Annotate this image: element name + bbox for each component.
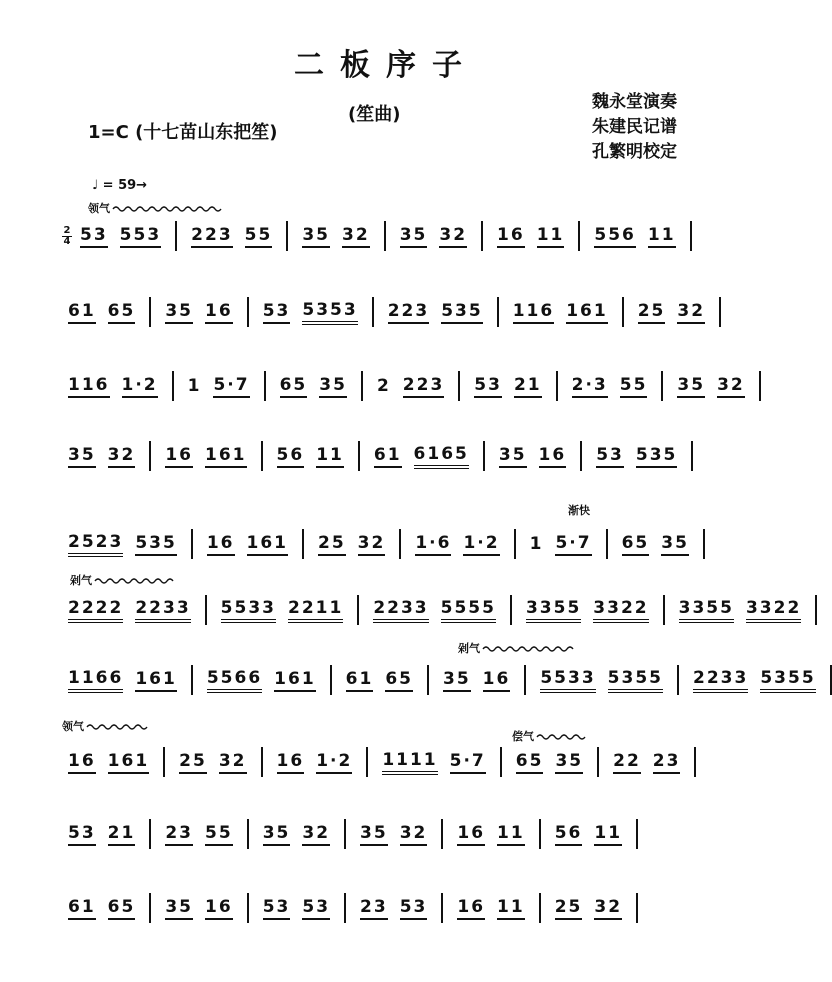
note-group: 35: [443, 669, 471, 692]
barline: [580, 441, 582, 471]
barline: [149, 297, 151, 327]
note-group: 35: [499, 445, 527, 468]
note-group: 32: [219, 751, 247, 774]
note-group: 55: [245, 225, 273, 248]
measure: [182, 375, 256, 398]
note-group: 11: [497, 897, 525, 920]
measure: [62, 897, 141, 920]
measure: [62, 751, 155, 774]
measure: [159, 823, 238, 846]
note-group: 32: [400, 823, 428, 846]
barline: [441, 893, 443, 923]
barline: [677, 665, 679, 695]
note-group: 53: [400, 897, 428, 920]
measure: [507, 301, 614, 324]
note-group: 161: [135, 669, 177, 692]
measure: [524, 533, 598, 556]
measure: [491, 225, 570, 248]
note-group: 23: [360, 897, 388, 920]
measure: [62, 532, 183, 557]
annotation-text: 领气: [62, 720, 84, 733]
measure: [74, 225, 167, 248]
measure: [376, 750, 491, 775]
barline: [286, 221, 288, 251]
score-row: [62, 436, 712, 476]
barline: [539, 819, 541, 849]
score-row: [62, 590, 802, 630]
barline: [372, 297, 374, 327]
credit-editor: 孔繁明校定: [592, 142, 677, 162]
note-group: 53: [80, 225, 108, 248]
note-group: 53: [596, 445, 624, 468]
measure: [312, 533, 391, 556]
score-row: [62, 216, 712, 256]
note-group: 1111: [382, 750, 437, 775]
note-group: 535: [636, 445, 678, 468]
barline: [191, 529, 193, 559]
barline: [366, 747, 368, 777]
note-group: 16: [457, 897, 485, 920]
barline: [191, 665, 193, 695]
measure: [159, 445, 252, 468]
note-group: 5533: [221, 598, 276, 623]
barline: [399, 529, 401, 559]
note-group: 161: [274, 669, 316, 692]
barline: [481, 221, 483, 251]
key-signature: 1=C (十七苗山东把笙): [88, 122, 278, 143]
measure: [451, 897, 530, 920]
note-group: 2233: [373, 598, 428, 623]
note-group: 11: [537, 225, 565, 248]
note-group: 35: [302, 225, 330, 248]
note-group: 223: [191, 225, 233, 248]
note-group: 5533: [540, 668, 595, 693]
barline: [578, 221, 580, 251]
measure: [371, 375, 450, 398]
note-group: 32: [717, 375, 745, 398]
note-group: 22: [613, 751, 641, 774]
measure: [409, 533, 505, 556]
note-group: 161: [566, 301, 608, 324]
note-group: 53: [68, 823, 96, 846]
note-group: 116: [513, 301, 555, 324]
barline: [510, 595, 512, 625]
measure: [451, 823, 530, 846]
page-title: 二板序子: [294, 48, 478, 83]
note-group: 16: [205, 301, 233, 324]
note-group: 16: [205, 897, 233, 920]
note-group: 55: [205, 823, 233, 846]
measure: [62, 668, 183, 693]
note-group: 35: [661, 533, 689, 556]
annotation-breath-2: [70, 572, 170, 588]
barline: [690, 221, 692, 251]
measure: [340, 669, 419, 692]
note-group: 23: [165, 823, 193, 846]
note-group: 16: [277, 751, 305, 774]
note-group: 65: [280, 375, 308, 398]
note-group: 25: [638, 301, 666, 324]
note-group: 535: [441, 301, 483, 324]
note-group: 5566: [207, 668, 262, 693]
note-group: 535: [135, 533, 177, 556]
note-group: 61: [68, 301, 96, 324]
note-group: 65: [108, 301, 136, 324]
score-row: [62, 888, 712, 928]
measure: [271, 445, 350, 468]
annotation-breath-1: [88, 200, 223, 216]
note-group: 5·7: [555, 533, 591, 556]
time-signature-top: 2: [63, 224, 71, 236]
note-group: 5355: [760, 668, 815, 693]
barline: [663, 595, 665, 625]
note-group: 16: [68, 751, 96, 774]
note-group: 16: [457, 823, 485, 846]
note-group: 553: [120, 225, 162, 248]
barline: [606, 529, 608, 559]
note-group: 35: [263, 823, 291, 846]
note-group: 161: [247, 533, 289, 556]
note-group: 53: [263, 301, 291, 324]
credit-performer: 魏永堂演奏: [592, 92, 677, 112]
note-group: 5·7: [450, 751, 486, 774]
note-group: 53: [474, 375, 502, 398]
note-group: 55: [620, 375, 648, 398]
measure: [437, 669, 516, 692]
note-group: 16: [497, 225, 525, 248]
measure: [520, 598, 655, 623]
note-group: 1·2: [122, 375, 158, 398]
note-group: 61: [374, 445, 402, 468]
score-row: [62, 742, 712, 782]
note-group: 16: [165, 445, 193, 468]
measure: [632, 301, 711, 324]
note-group: 3322: [593, 598, 648, 623]
measure: [510, 751, 589, 774]
note-group: 5353: [302, 300, 357, 325]
note-group: 35: [400, 225, 428, 248]
note-group: 116: [68, 375, 110, 398]
measure: [185, 225, 278, 248]
credits: [592, 90, 677, 165]
barline: [205, 595, 207, 625]
measure: [671, 375, 750, 398]
barline: [264, 371, 266, 401]
measure: [62, 445, 141, 468]
note-group: 11: [316, 445, 344, 468]
note-group: 35: [360, 823, 388, 846]
note-group: 32: [439, 225, 467, 248]
measure: [274, 375, 353, 398]
measure: [616, 533, 695, 556]
note-group: 35: [165, 897, 193, 920]
subtitle: (笙曲): [348, 104, 401, 125]
note-group: 1·6: [415, 533, 451, 556]
barline: [622, 297, 624, 327]
barline: [636, 893, 638, 923]
measure: [257, 823, 336, 846]
barline: [458, 371, 460, 401]
barline: [330, 665, 332, 695]
note-group: 65: [622, 533, 650, 556]
note-group: 556: [594, 225, 636, 248]
note-group: 53: [263, 897, 291, 920]
barline: [830, 665, 832, 695]
note-group: 25: [555, 897, 583, 920]
measure: [296, 225, 375, 248]
note-group: 1166: [68, 668, 123, 693]
note-group: 61: [346, 669, 374, 692]
measure: [257, 300, 364, 325]
note-group: 21: [108, 823, 136, 846]
barline: [427, 665, 429, 695]
note-group: 3355: [526, 598, 581, 623]
note-group: 32: [358, 533, 386, 556]
measure: [367, 598, 502, 623]
note-group: 5·7: [213, 375, 249, 398]
measure: [62, 598, 197, 623]
annotation-faster: 渐快: [568, 504, 590, 517]
note-group: 11: [648, 225, 676, 248]
barline: [149, 441, 151, 471]
barline: [636, 819, 638, 849]
note-group: 65: [385, 669, 413, 692]
measure: [215, 598, 350, 623]
annotation-breath-4: [62, 718, 147, 734]
note-group: 16: [539, 445, 567, 468]
note-group: 11: [594, 823, 622, 846]
note-group: 3355: [679, 598, 734, 623]
barline: [759, 371, 761, 401]
measure: [394, 225, 473, 248]
note-group: 5355: [608, 668, 663, 693]
note-group: 32: [342, 225, 370, 248]
note-group: 2·3: [572, 375, 608, 398]
score-row: [62, 366, 745, 406]
barline: [344, 893, 346, 923]
barline: [172, 371, 174, 401]
measure: [534, 668, 669, 693]
note-group: 11: [497, 823, 525, 846]
measure: [673, 598, 808, 623]
measure: [271, 751, 359, 774]
note-group: 2233: [135, 598, 190, 623]
barline: [344, 819, 346, 849]
barline: [694, 747, 696, 777]
note-group: 25: [318, 533, 346, 556]
measure: [368, 444, 475, 469]
note-group: 25: [179, 751, 207, 774]
barline: [441, 819, 443, 849]
note-group: 35: [165, 301, 193, 324]
barline: [358, 441, 360, 471]
measure: [607, 751, 686, 774]
measure: [62, 823, 141, 846]
tempo-marking: ♩ = 59→: [92, 178, 148, 193]
note-group: 2233: [693, 668, 748, 693]
barline: [661, 371, 663, 401]
annotation-text: 偿气: [512, 730, 534, 743]
time-signature-bottom: 4: [63, 235, 71, 247]
barline: [556, 371, 558, 401]
measure: [549, 823, 628, 846]
measure: [590, 445, 683, 468]
barline: [597, 747, 599, 777]
note-group: 32: [302, 823, 330, 846]
barline: [815, 595, 817, 625]
note-group: 223: [403, 375, 445, 398]
note-group: 53: [302, 897, 330, 920]
barline: [175, 221, 177, 251]
barline: [163, 747, 165, 777]
barline: [149, 819, 151, 849]
measure: [354, 897, 433, 920]
score-row: [62, 814, 712, 854]
note-group: 61: [68, 897, 96, 920]
barline: [361, 371, 363, 401]
note-group: 2211: [288, 598, 343, 623]
note-group: 35: [68, 445, 96, 468]
note-group: 2222: [68, 598, 123, 623]
note-group: 16: [207, 533, 235, 556]
barline: [703, 529, 705, 559]
note-group: 16: [483, 669, 511, 692]
barline: [149, 893, 151, 923]
note-group: 56: [555, 823, 583, 846]
note-group: 65: [108, 897, 136, 920]
barline: [247, 819, 249, 849]
vibrato-wave-icon: [537, 733, 583, 741]
note-group: 32: [108, 445, 136, 468]
barline: [514, 529, 516, 559]
measure: [173, 751, 252, 774]
measure: [493, 445, 572, 468]
measure: [201, 668, 322, 693]
measure: [159, 301, 238, 324]
barline: [500, 747, 502, 777]
note-group: 35: [677, 375, 705, 398]
note-group: 21: [514, 375, 542, 398]
measure: [257, 897, 336, 920]
note-group: 2: [376, 375, 391, 396]
note-group: 32: [594, 897, 622, 920]
measure: [382, 301, 489, 324]
note-group: 35: [555, 751, 583, 774]
note-group: 223: [388, 301, 430, 324]
barline: [539, 893, 541, 923]
note-group: 35: [319, 375, 347, 398]
barline: [261, 441, 263, 471]
note-group: 65: [516, 751, 544, 774]
note-group: 5555: [441, 598, 496, 623]
vibrato-wave-icon: [113, 205, 223, 213]
barline: [247, 297, 249, 327]
barline: [384, 221, 386, 251]
note-group: 3322: [746, 598, 801, 623]
annotation-text: 剁气: [458, 642, 480, 655]
barline: [691, 441, 693, 471]
note-group: 23: [653, 751, 681, 774]
vibrato-wave-icon: [87, 723, 147, 731]
measure: [687, 668, 822, 693]
barline: [302, 529, 304, 559]
score-row: [62, 660, 816, 700]
note-group: 56: [277, 445, 305, 468]
barline: [247, 893, 249, 923]
note-group: 161: [108, 751, 150, 774]
note-group: 161: [205, 445, 247, 468]
barline: [524, 665, 526, 695]
barline: [357, 595, 359, 625]
vibrato-wave-icon: [483, 645, 573, 653]
annotation-text: 领气: [88, 202, 110, 215]
annotation-breath-3: [458, 640, 573, 656]
note-group: 2523: [68, 532, 123, 557]
time-signature: [62, 226, 72, 247]
measure: [201, 533, 294, 556]
note-group: 1: [529, 533, 544, 554]
barline: [719, 297, 721, 327]
measure: [354, 823, 433, 846]
credit-transcriber: 朱建民记谱: [592, 117, 677, 137]
measure: [468, 375, 547, 398]
measure: [588, 225, 681, 248]
note-group: 32: [677, 301, 705, 324]
score-row: [62, 292, 712, 332]
measure: [62, 375, 164, 398]
barline: [497, 297, 499, 327]
measure: [566, 375, 654, 398]
note-group: 6165: [414, 444, 469, 469]
annotation-text: 剁气: [70, 574, 92, 587]
measure: [159, 897, 238, 920]
vibrato-wave-icon: [95, 577, 170, 585]
barline: [261, 747, 263, 777]
score-row: [62, 524, 712, 564]
measure: [62, 301, 141, 324]
note-group: 1·2: [316, 751, 352, 774]
barline: [483, 441, 485, 471]
note-group: 1·2: [463, 533, 499, 556]
measure: [549, 897, 628, 920]
note-group: 1: [187, 375, 202, 396]
